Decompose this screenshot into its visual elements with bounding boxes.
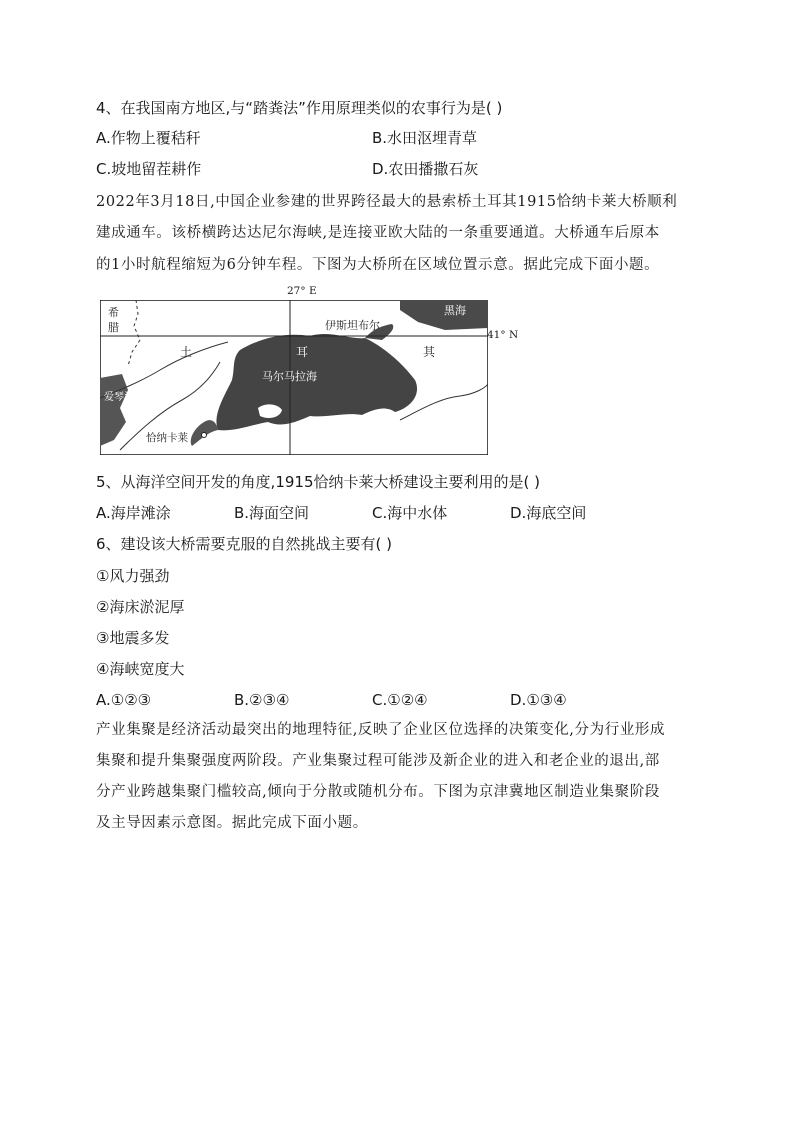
q6-option-d: D.①③④	[510, 691, 567, 709]
label-turkey-2: 耳	[296, 345, 309, 359]
q6-item-2: ②海床淤泥厚	[96, 598, 185, 616]
q6-item-1: ①风力强劲	[96, 567, 170, 585]
label-greece-1: 希	[108, 306, 119, 319]
label-longitude: 27° E	[287, 285, 317, 297]
q6-item-4: ④海峡宽度大	[96, 660, 185, 678]
q5-option-d: D.海底空间	[510, 504, 587, 522]
label-turkey-3: 其	[423, 345, 436, 359]
question-6-stem: 6、建设该大桥需要克服的自然挑战主要有( )	[96, 535, 393, 553]
label-marmara-sea: 马尔马拉海	[262, 370, 317, 383]
passage-1-line-1: 2022年3月18日,中国企业参建的世界跨径最大的悬索桥土耳其1915恰纳卡莱大桥顺利	[96, 194, 678, 210]
passage-2-line-1: 产业集聚是经济活动最突出的地理特征,反映了企业区位选择的决策变化,分为行业形成	[96, 722, 666, 738]
q6-item-3: ③地震多发	[96, 629, 170, 647]
passage-2-line-2: 集聚和提升集聚强度两阶段。产业集聚过程可能涉及新企业的进入和老企业的退出,部	[96, 753, 660, 769]
passage-2-line-3: 分产业跨越集聚门槛较高,倾向于分散或随机分布。下图为京津冀地区制造业集聚阶段	[96, 784, 660, 800]
passage-1-line-2: 建成通车。该桥横跨达达尼尔海峡,是连接亚欧大陆的一条重要通道。大桥通车后原本	[96, 225, 660, 241]
passage-1-line-3: 的1小时航程缩短为6分钟车程。下图为大桥所在区域位置示意。据此完成下面小题。	[96, 257, 660, 273]
q4-option-a: A.作物上覆秸秆	[96, 129, 201, 147]
label-greece-2: 腊	[108, 321, 119, 334]
question-5-stem: 5、从海洋空间开发的角度,1915恰纳卡莱大桥建设主要利用的是( )	[96, 473, 540, 491]
q5-option-b: B.海面空间	[234, 504, 310, 522]
label-istanbul: 伊斯坦布尔	[325, 319, 380, 332]
bridge-marker	[202, 433, 207, 438]
q5-option-a: A.海岸滩涂	[96, 504, 171, 522]
q6-option-c: C.①②④	[372, 691, 428, 709]
label-turkey-1: 土	[180, 345, 193, 359]
q4-option-b: B.水田沤埋青草	[372, 129, 478, 147]
q6-option-b: B.②③④	[234, 691, 290, 709]
label-canakkale: 恰纳卡莱	[146, 432, 188, 444]
question-4-stem: 4、在我国南方地区,与“踏粪法”作用原理类似的农事行为是( )	[96, 99, 503, 117]
q4-option-c: C.坡地留茬耕作	[96, 160, 202, 178]
label-black-sea: 黑海	[444, 304, 466, 317]
label-aegean-sea: 爱琴海	[104, 392, 134, 403]
q6-option-a: A.①②③	[96, 691, 152, 709]
passage-2-line-4: 及主导因素示意图。据此完成下面小题。	[96, 815, 368, 831]
label-latitude: 41° N	[487, 329, 519, 341]
q4-option-d: D.农田播撒石灰	[372, 160, 479, 178]
q5-option-c: C.海中水体	[372, 504, 448, 522]
bridge-location-map	[100, 300, 488, 455]
